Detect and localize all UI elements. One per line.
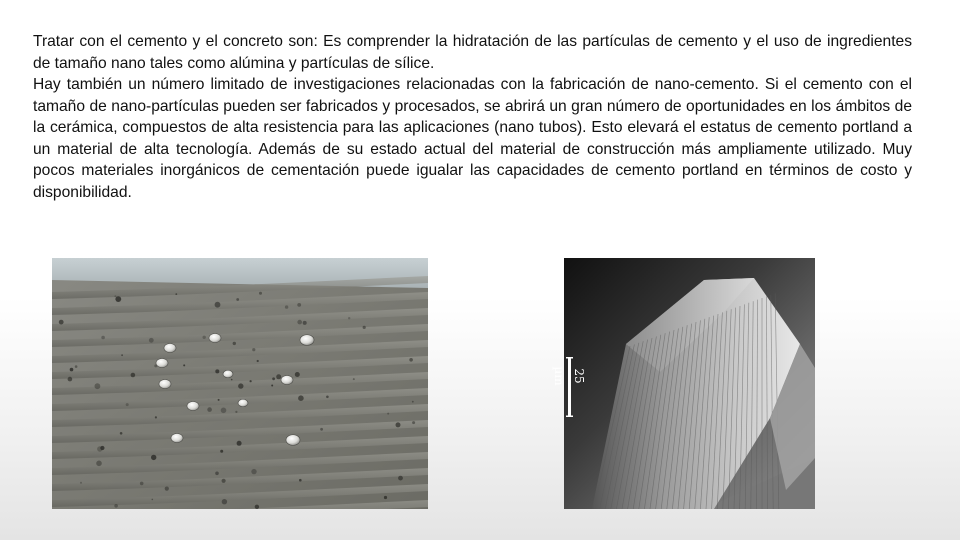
sem-micrograph-nanotube-bundle [552, 258, 815, 509]
paragraph-nano-cement: Hay también un número limitado de investigaciones relacionadas con la fabricación de nano-cemento. Si el cemento con el tamaño de nano-partículas pueden ser fabricados y procesados, se abrirá un gran número de oportunidades en los ámbitos de la cerámica, compuestos de alta resistencia para las aplicaciones (nano tubos). Esto elevará el estatus de cemento portland a un material de alta tecnología. Además de su estado actual del material de construcción más ampliamente utilizado. Muy pocos materiales inorgánicos de cementación puede igualar las capacidades de cemento portland en términos de costo y disponibilidad. [33, 76, 912, 201]
cement-surface-water-droplets-photo [52, 258, 428, 509]
body-text [33, 31, 912, 203]
scale-bar-label: 25 µm [552, 366, 586, 386]
paragraph-intro: Tratar con el cemento y el concreto son: Es comprender la hidratación de las partículas de cemento y el uso de ingredientes de tamaño nano tales como alúmina y partículas de sílice. [33, 33, 912, 72]
